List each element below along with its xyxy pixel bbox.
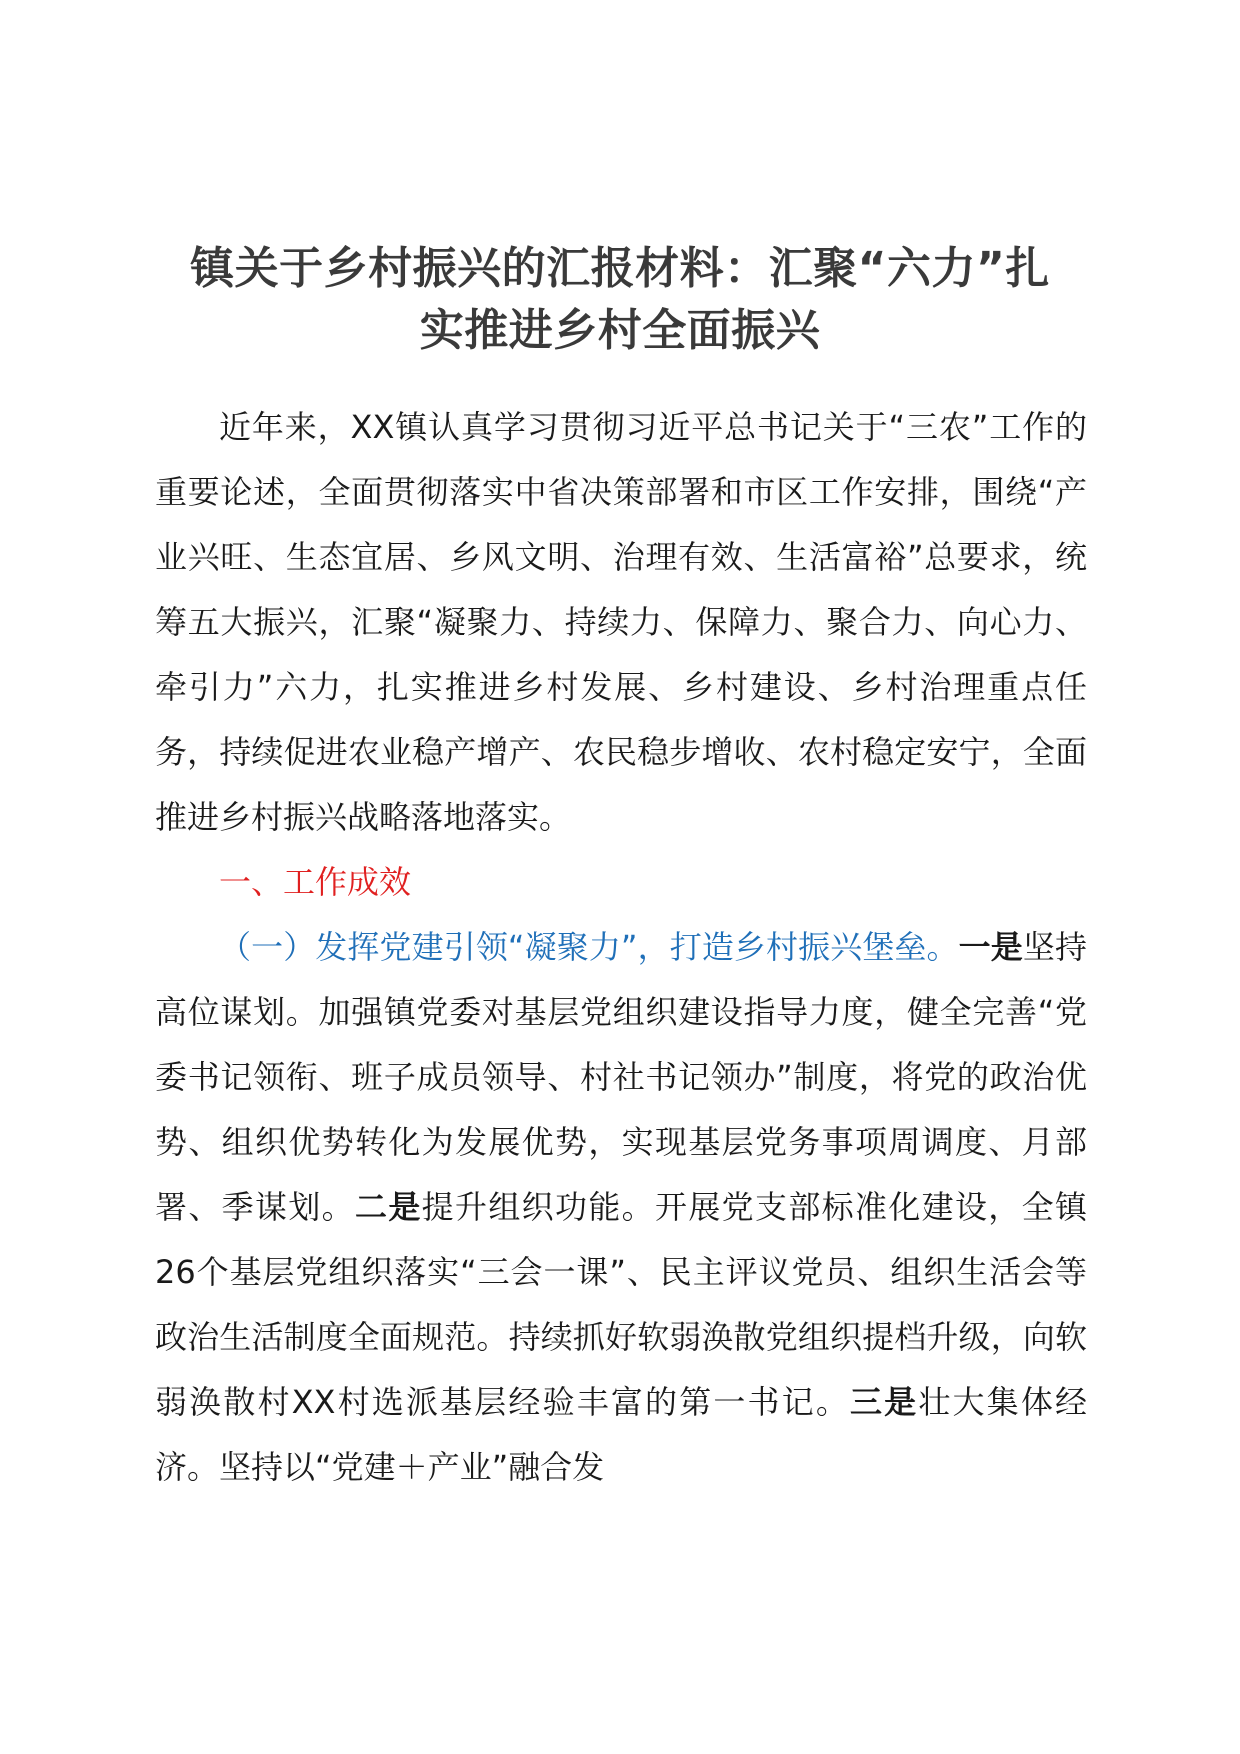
title-line-1: 镇关于乡村振兴的汇报材料：汇聚“六力”扎 xyxy=(190,243,1050,294)
subsection-1-paragraph xyxy=(155,915,1087,1500)
section-heading-work-results: 一、工作成效 xyxy=(219,863,412,901)
document-body xyxy=(155,395,1087,1500)
intro-paragraph: 近年来，XX镇认真学习贯彻习近平总书记关于“三农”工作的重要论述，全面贯彻落实中省决策部署和市区工作安排，围绕“产业兴旺、生态宜居、乡风文明、治理有效、生活富裕”总要求，统筹五大振兴，汇聚“凝聚力、持续力、保障力、聚合力、向心力、牵引力”六力，扎实推进乡村发展、乡村建设、乡村治理重点任务，持续促进农业稳产增产、农民稳步增收、农村稳定安宁，全面推进乡村振兴战略落地落实。 xyxy=(155,408,1087,836)
subsection-1-text-2: 提升组织功能。开展党支部标准化建设，全镇26个基层党组织落实“三会一课”、民主评议党员、组织生活会等政治生活制度全面规范。持续抓好软弱涣散党组织提档升级，向软弱涣散村XX村选派基层经验丰富的第一书记。 xyxy=(155,1188,1087,1421)
lead-marker-1: 一是 xyxy=(958,928,1023,966)
title-line-2: 实推进乡村全面振兴 xyxy=(419,305,821,356)
lead-marker-2: 二是 xyxy=(355,1188,422,1226)
lead-marker-3: 三是 xyxy=(850,1383,919,1421)
document-title xyxy=(150,238,1090,362)
subsection-1-heading: （一）发挥党建引领“凝聚力”，打造乡村振兴堡垒。 xyxy=(219,928,959,966)
subsection-1-text-1: 坚持高位谋划。加强镇党委对基层党组织建设指导力度，健全完善“党委书记领衔、班子成员领导、村社书记领办”制度，将党的政治优势、组织优势转化为发展优势，实现基层党务事项周调度、月部署、季谋划。 xyxy=(155,928,1087,1226)
subsection-1-text-3: 壮大集体经济。坚持以“党建＋产业”融合发 xyxy=(155,1383,1087,1486)
